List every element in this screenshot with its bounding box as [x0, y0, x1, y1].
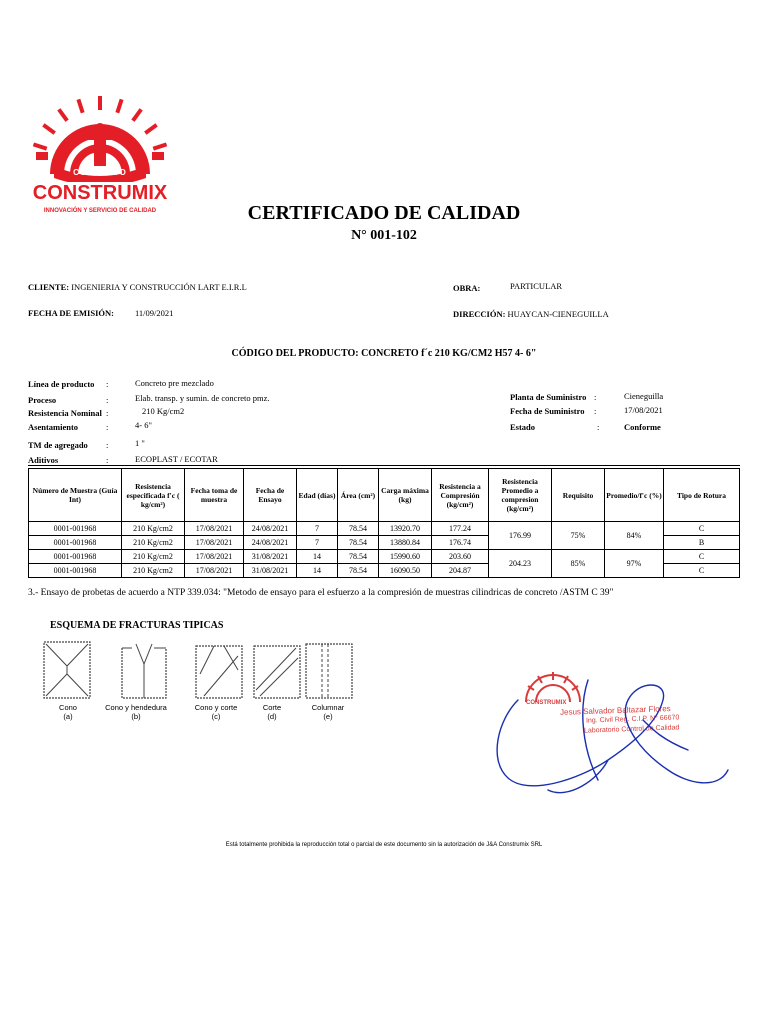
cell-carga: 16090.50: [379, 564, 432, 578]
cell-promedio-pct: 97%: [605, 550, 664, 578]
cell-edad: 7: [297, 536, 338, 550]
cell-requisito: 75%: [552, 522, 605, 550]
cell-carga: 15990.60: [379, 550, 432, 564]
detail-value: 1 ": [135, 438, 145, 448]
certificate-number: N° 001-102: [351, 228, 417, 243]
cell-muestra: 0001-001968: [29, 564, 122, 578]
cell-resistencia: 210 Kg/cm2: [122, 522, 185, 536]
detail-value: 17/08/2021: [624, 405, 663, 415]
cell-rotura: C: [664, 522, 740, 536]
fracture-cone-split-icon: [118, 640, 170, 702]
stamp-name: Jesus Salvador Baltazar Flores: [559, 704, 671, 717]
cell-fecha-ensayo: 24/08/2021: [244, 536, 297, 550]
fracture-cone-shear-icon: [194, 640, 246, 702]
table-top-rule: [28, 465, 740, 466]
cell-promedio-pct: 84%: [605, 522, 664, 550]
detail-value: Concreto pre mezclado: [135, 378, 214, 388]
product-code-heading: CÓDIGO DEL PRODUCTO: CONCRETO f´c 210 KG/CM2 H57 4- 6": [231, 348, 537, 359]
detail-label: Proceso: [28, 395, 57, 405]
detail-value: 4- 6": [135, 420, 152, 430]
logo-tagline: INNOVACIÓN Y SERVICIO DE CALIDAD: [43, 208, 157, 214]
fractures-title: ESQUEMA DE FRACTURAS TIPICAS: [50, 620, 224, 631]
test-standard-note: 3.- Ensayo de probetas de acuerdo a NTP 339.034: "Metodo de ensayo para el esfuerzo a la compresión de muestras cilindricas de concreto /ASTM C 39": [28, 588, 614, 598]
obra-label: OBRA:: [453, 283, 481, 293]
cell-promedio: 176.99: [489, 522, 552, 550]
detail-colon: :: [106, 455, 109, 465]
cell-edad: 14: [297, 550, 338, 564]
fracture-shear-icon: [252, 640, 304, 702]
signature-scribble: [488, 660, 738, 810]
fracture-label: Cono y hendedura (b): [105, 703, 167, 721]
detail-colon: :: [594, 392, 597, 402]
table-row: [29, 550, 740, 564]
fracture-label: Cono y corte (c): [194, 703, 238, 721]
detail-label: TM de agregado: [28, 440, 88, 450]
col-header: Resistencia a Compresión (kg/cm²): [432, 469, 489, 522]
fracture-cone-icon: [42, 640, 94, 702]
stamp-brand: CONSTRUMIX: [526, 700, 567, 706]
cell-rotura: C: [664, 550, 740, 564]
detail-label: Planta de Suministro: [510, 392, 587, 402]
cell-muestra: 0001-001968: [29, 522, 122, 536]
table-header-row: [29, 469, 740, 522]
cell-requisito: 85%: [552, 550, 605, 578]
cell-fecha-ensayo: 31/08/2021: [244, 564, 297, 578]
cell-muestra: 0001-001968: [29, 550, 122, 564]
cell-fecha-toma: 17/08/2021: [185, 522, 244, 536]
col-header: Resistencia especificada f'c ( kg/cm²): [122, 469, 185, 522]
cell-fecha-ensayo: 31/08/2021: [244, 550, 297, 564]
cell-resistencia: 210 Kg/cm2: [122, 536, 185, 550]
detail-colon: :: [594, 406, 597, 416]
cell-area: 78.54: [338, 564, 379, 578]
col-header: Resistencia Promedio a compresion (kg/cm²): [489, 469, 552, 522]
logo-arc-text: CONCRETO: [73, 168, 127, 177]
stamp-role: Laboratorio Control de Calidad: [583, 724, 680, 735]
approval-stamp: [488, 660, 738, 810]
cell-rotura: C: [664, 564, 740, 578]
cell-edad: 14: [297, 564, 338, 578]
cell-rotura: B: [664, 536, 740, 550]
stamp-registration: Ing. Civil Reg. C.I.P. N° 66670: [585, 714, 680, 725]
cell-compresion: 176.74: [432, 536, 489, 550]
obra-value: PARTICULAR: [510, 281, 563, 291]
cell-resistencia: 210 Kg/cm2: [122, 550, 185, 564]
fracture-label: Cono (a): [59, 703, 77, 721]
table-row: [29, 522, 740, 536]
detail-value: ECOPLAST / ECOTAR: [135, 454, 218, 464]
detail-label: Aditivos: [28, 455, 59, 465]
cell-compresion: 204.87: [432, 564, 489, 578]
document-title: CERTIFICADO DE CALIDAD: [247, 202, 521, 224]
detail-label: Estado: [510, 422, 536, 432]
direccion-label: DIRECCIÓN:: [453, 309, 506, 319]
detail-value: Conforme: [624, 422, 661, 432]
detail-colon: :: [106, 379, 109, 389]
cell-area: 78.54: [338, 536, 379, 550]
results-table: [28, 468, 740, 578]
cell-fecha-toma: 17/08/2021: [185, 550, 244, 564]
cell-fecha-toma: 17/08/2021: [185, 564, 244, 578]
detail-colon: :: [106, 395, 109, 405]
col-header: Edad (días): [297, 469, 338, 522]
detail-value: Cieneguilla: [624, 391, 664, 401]
cell-resistencia: 210 Kg/cm2: [122, 564, 185, 578]
cell-compresion: 203.60: [432, 550, 489, 564]
logo-brand: CONSTRUMIX: [32, 182, 168, 204]
col-header: Promedio/f'c (%): [605, 469, 664, 522]
footer-disclaimer: Está totalmente prohibida la reproducción total o parcial de este documento sin la autorización de J&A Construmix SRL: [225, 842, 543, 848]
detail-label: Línea de producto: [28, 379, 95, 389]
detail-label: Fecha de Suministro: [510, 406, 585, 416]
col-header: Número de Muestra (Guía Int): [29, 469, 122, 522]
direccion-value: HUAYCAN-CIENEGUILLA: [507, 309, 609, 319]
cell-promedio: 204.23: [489, 550, 552, 578]
col-header: Fecha de Ensayo: [244, 469, 297, 522]
col-header: Fecha toma de muestra: [185, 469, 244, 522]
cell-area: 78.54: [338, 522, 379, 536]
fracture-label: Corte (d): [262, 703, 282, 721]
fecha-emision-label: FECHA DE EMISIÓN:: [28, 308, 114, 318]
col-header: Tipo de Rotura: [664, 469, 740, 522]
fecha-emision-value: 11/09/2021: [135, 308, 174, 318]
client-row: [28, 282, 247, 292]
cell-fecha-toma: 17/08/2021: [185, 536, 244, 550]
detail-colon: :: [106, 440, 109, 450]
cell-edad: 7: [297, 522, 338, 536]
cell-muestra: 0001-001968: [29, 536, 122, 550]
cliente-label: CLIENTE:: [28, 282, 70, 292]
detail-label: Asentamiento: [28, 422, 79, 432]
col-header: Área (cm²): [338, 469, 379, 522]
cliente-value: INGENIERIA Y CONSTRUCCIÓN LART E.I.R.L: [71, 282, 247, 292]
direccion-row: [453, 309, 609, 319]
cell-carga: 13920.70: [379, 522, 432, 536]
detail-colon: :: [597, 422, 600, 432]
detail-value: 210 Kg/cm2: [142, 406, 185, 416]
cell-area: 78.54: [338, 550, 379, 564]
col-header: Carga máxima (kg): [379, 469, 432, 522]
detail-label: Resistencia Nominal: [28, 408, 102, 418]
col-header: Requisito: [552, 469, 605, 522]
detail-colon: :: [106, 422, 109, 432]
fracture-label: Columnar (e): [311, 703, 345, 721]
cell-compresion: 177.24: [432, 522, 489, 536]
cell-carga: 13880.84: [379, 536, 432, 550]
fracture-columnar-icon: [304, 640, 356, 702]
detail-value: Elab. transp. y sumin. de concreto pmz.: [135, 393, 270, 403]
cell-fecha-ensayo: 24/08/2021: [244, 522, 297, 536]
detail-colon: :: [106, 408, 109, 418]
